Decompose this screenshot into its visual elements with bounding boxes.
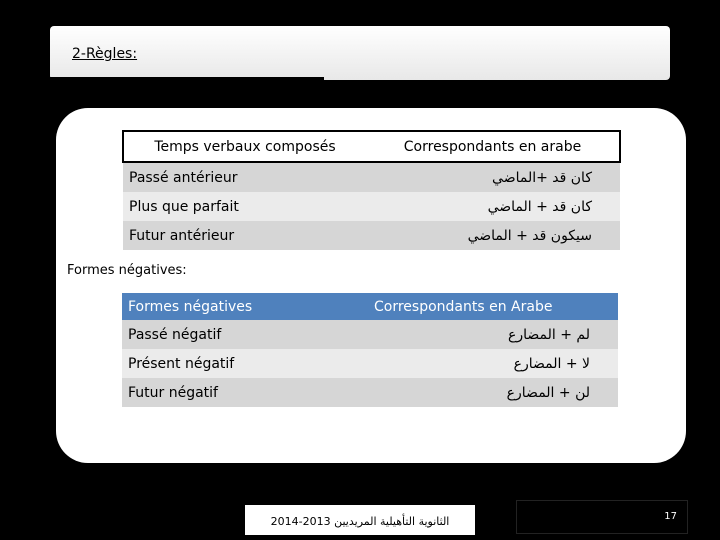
- table1-cell-french: Passé antérieur: [123, 162, 366, 192]
- table-row: [122, 349, 618, 378]
- negatives-label: Formes négatives:: [67, 263, 187, 278]
- table1-cell-arabic: كان قد + الماضي: [366, 192, 620, 221]
- table1-cell-arabic: كان قد +الماضي: [366, 162, 620, 192]
- table-row: [122, 378, 618, 407]
- slide-title-bar: [50, 26, 670, 80]
- table2-header-arabic: Correspondants en Arabe: [364, 293, 618, 320]
- footer-school-label: الثانوية التأهيلية المريديين 2013-2014: [245, 505, 475, 535]
- table2-cell-french: Futur négatif: [122, 378, 364, 407]
- table1-cell-arabic: سيكون قد + الماضي: [366, 221, 620, 250]
- table2-cell-arabic: لن + المضارع: [364, 378, 618, 407]
- table1-cell-french: Plus que parfait: [123, 192, 366, 221]
- table2-cell-french: Passé négatif: [122, 320, 364, 349]
- page-number-box: [516, 500, 688, 534]
- table2-header-french: Formes négatives: [122, 293, 364, 320]
- page-number: 17: [664, 511, 677, 522]
- table-row: [122, 320, 618, 349]
- table-row: [123, 192, 620, 221]
- table2-cell-french: Présent négatif: [122, 349, 364, 378]
- table-row: [123, 162, 620, 192]
- table-row: [123, 221, 620, 250]
- table1-header-french: Temps verbaux composés: [123, 131, 366, 162]
- table1-header-arabic: Correspondants en arabe: [366, 131, 620, 162]
- table2-cell-arabic: لا + المضارع: [364, 349, 618, 378]
- table2-cell-arabic: لم + المضارع: [364, 320, 618, 349]
- compound-tenses-table: [122, 130, 621, 250]
- content-panel: [56, 108, 686, 463]
- slide-title: 2-Règles:: [72, 46, 138, 62]
- title-underline-rule: [50, 77, 324, 80]
- negative-forms-table: [122, 293, 618, 407]
- table1-cell-french: Futur antérieur: [123, 221, 366, 250]
